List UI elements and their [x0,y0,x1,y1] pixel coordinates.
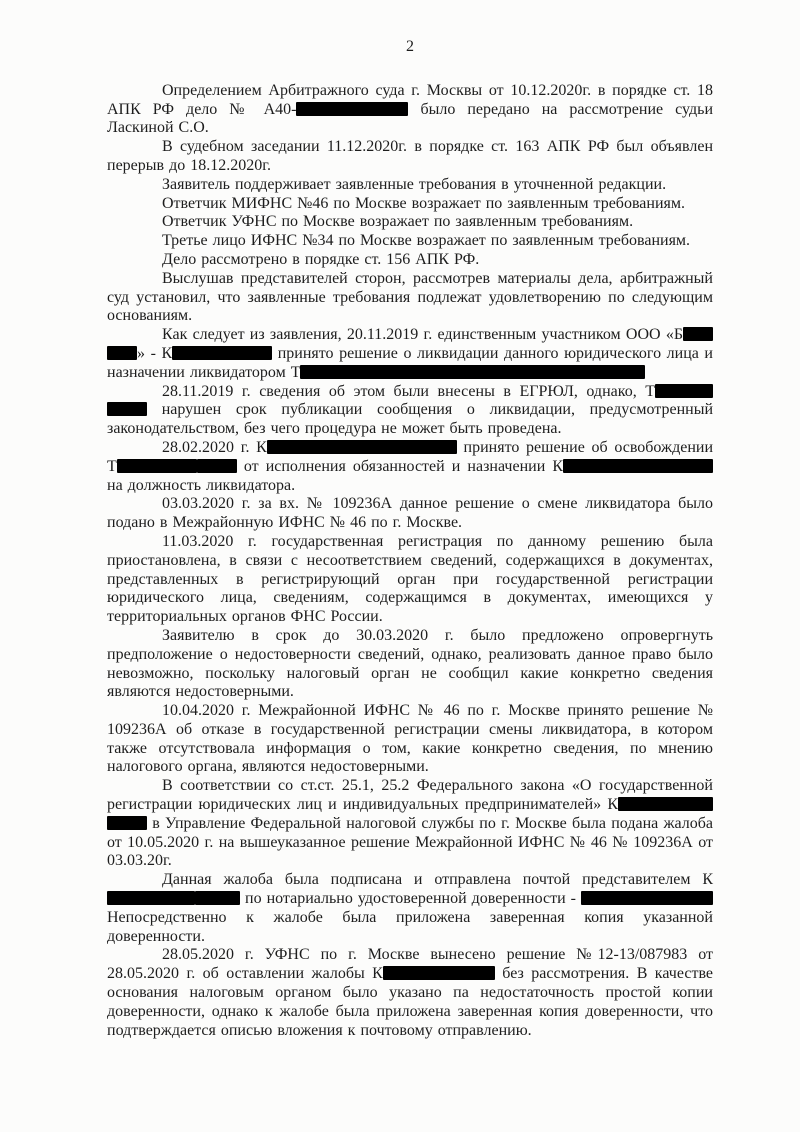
paragraph [107,702,713,777]
paragraph [107,232,713,251]
redaction-bar [197,459,237,473]
redaction-bar [107,816,147,830]
paragraph [107,251,713,270]
text-run: нарушен срок публикации сообщения о ликвидации, предусмотренный законодательством, без чего процедура не может быть проведена. [107,401,713,438]
paragraph [107,533,713,627]
text-run: Определением Арбитражного суда г. Москвы от 10.12.2020г. в порядке ст. 18 АПК РФ дело № А40- [107,81,713,118]
redaction-bar [172,346,272,360]
redaction-bar [300,365,645,379]
text-run: Данная жалоба была подписана и отправлена почтой представителем К [162,871,713,889]
paragraph [107,627,713,702]
redaction-bar [683,327,713,341]
text-run: 28.05.2020 г. УФНС по г. Москве вынесено решение №12-13/087983 от 28.05.2020 г. об оставлении жалобы К [107,946,713,983]
paragraph [107,871,713,946]
text-run: Заявителю в срок до 30.03.2020 г. было предложено опровергнуть предположение о недостоверности сведений, однако, реализовать данное право было невозможно, поскольку налоговый орган не сообщил какие конкретно сведения являются недостоверными. [107,626,713,701]
text-run: на должность ликвидатора. [107,476,296,494]
paragraph [107,946,713,1040]
paragraph [107,495,713,533]
redaction-bar [581,891,713,905]
text-run: В соответствии со ст.ст. 25.1, 25.2 Федерального закона «О государственной регистрации юридических лиц и индивидуальных предпринимателей» К [107,777,713,814]
text-run: Ответчик МИФНС №46 по Москве возражает по заявленным требованиям. [162,194,685,212]
redaction-bar [107,891,195,905]
paragraph [107,82,713,138]
text-run: Как следует из заявления, 20.11.2019 г. единственным участником ООО «Б [162,326,683,344]
text-run: Третье лицо ИФНС №34 по Москве возражает по заявленным требованиям. [162,232,691,250]
redaction-bar [383,966,495,980]
paragraph [107,195,713,214]
redaction-bar [107,402,147,416]
text-run: без рассмотрения. В качестве основания налоговым органом было указано па недостаточность простой копии доверенности, однако к жалобе была приложена заверенная копия доверенности, что подтверждается описью вложения к почтовому отправлению. [107,965,713,1039]
text-run: 11.03.2020 г. государственная регистрация по данному решению была приостановлена, в связи с несоответствием сведений, содержащихся в документах, представленных в регистрирующий орган при государственной регистрации юридического лица, сведениям, содержащимся в документах, имеющихся у территориальных органов ФНС России. [107,532,713,626]
redaction-bar [296,102,408,116]
page-number: 2 [406,38,414,55]
paragraph [107,326,713,382]
redaction-bar [563,459,713,473]
redaction-bar [195,891,240,905]
text-run: принято решение об освобождении Т [107,438,713,475]
paragraph [107,777,713,871]
redaction-bar [117,459,197,473]
text-run: по нотариально удостоверенной доверенности - [240,890,581,908]
text-run: В судебном заседании 11.12.2020г. в порядке ст. 163 АПК РФ был объявлен перерыв до 18.12.2020г. [107,138,713,174]
text-run: 10.04.2020 г. Межрайонной ИФНС № 46 по г. Москве принято решение № 109236А об отказе в государственной регистрации смены ликвидатора, в котором также отсутствовала информация о том, какие конкретно сведения, по мнению налогового органа, являются недостоверными. [107,702,713,776]
text-run: было передано на рассмотрение судьи Ласкиной С.О. [107,100,714,137]
text-run: Ответчик УФНС по Москве возражает по заявленным требованиям. [162,213,634,231]
paragraph [107,439,713,495]
redaction-bar [618,797,713,811]
redaction-bar [267,440,457,454]
redaction-bar [107,346,137,360]
paragraph [107,213,713,232]
paragraph [107,138,713,176]
text-run: Выслушав представителей сторон, рассмотрев материалы дела, арбитражный суд установил, что заявленные требования подлежат удовлетворению по следующим основаниям. [107,269,713,325]
redaction-bar [655,384,713,398]
text-run: 28.02.2020 г. К [162,438,267,456]
text-run: 28.11.2019 г. сведения об этом были внесены в ЕГРЮЛ, однако, Т [162,382,655,400]
text-run: Непосредственно к жалобе была приложена заверенная копия указанной доверенности. [107,908,713,945]
text-run: 03.03.2020 г. за вх. № 109236А данное решение о смене ликвидатора было подано в Межрайонную ИФНС № 46 по г. Москве. [107,495,713,532]
text-run: в Управление Федеральной налоговой службы по г. Москве была подана жалоба от 10.05.2020 г. на вышеуказанное решение Межрайонной ИФНС № 46 № 109236А от 03.03.20г. [107,814,713,870]
text-run: » - К [137,344,173,362]
document-body [107,82,713,1041]
paragraph [107,270,713,326]
text-run: принято решение о ликвидации данного юридического лица и назначении ликвидатором Т [107,344,713,381]
paragraph [107,176,713,195]
text-run: Дело рассмотрено в порядке ст. 156 АПК РФ. [162,250,480,268]
paragraph [107,383,713,439]
text-run: от исполнения обязанностей и назначении К [236,457,563,475]
text-run: Заявитель поддерживает заявленные требования в уточненной редакции. [162,175,667,193]
